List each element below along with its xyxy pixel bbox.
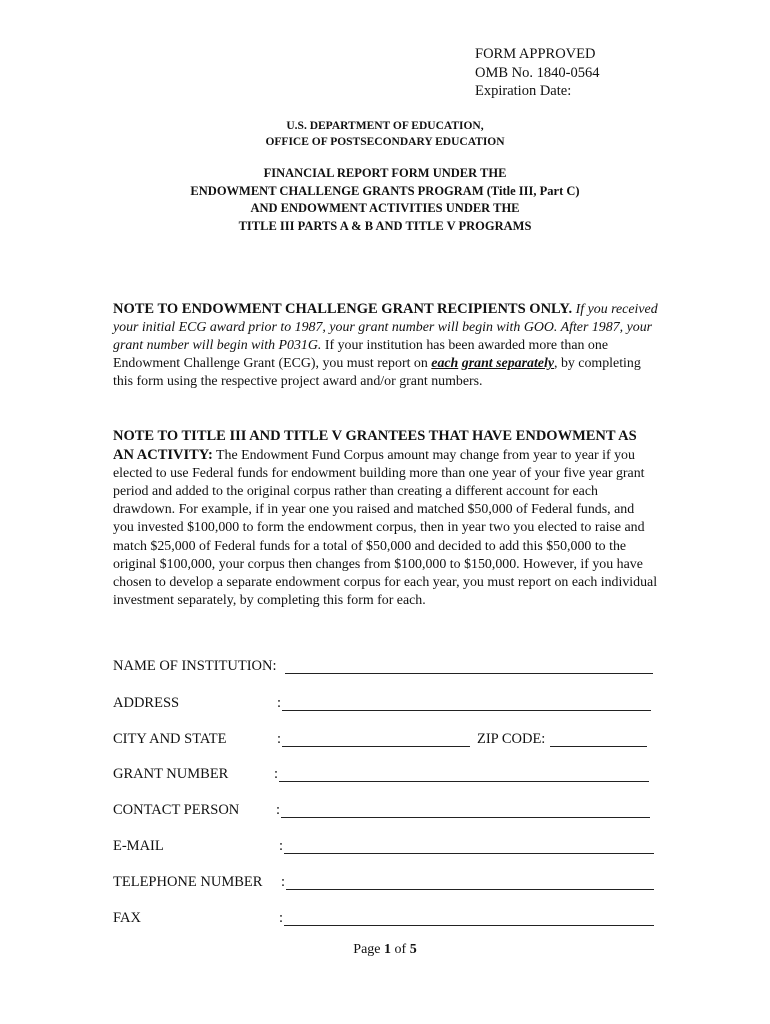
ecg-note-emph-separately: grant separately <box>461 356 554 372</box>
omb-block <box>475 45 599 101</box>
fax-label: FAX <box>113 910 141 926</box>
contact-person-field <box>113 802 658 822</box>
telephone-colon: : <box>281 874 286 890</box>
zip-code-input-line[interactable] <box>550 746 647 747</box>
address-input-line[interactable] <box>282 710 651 711</box>
agency-header <box>0 118 770 150</box>
page-footer <box>0 942 770 958</box>
form-approved-label: FORM APPROVED <box>475 46 596 62</box>
page-current-number: 1 <box>384 942 392 957</box>
contact-person-colon: : <box>276 802 281 818</box>
title-line-3: AND ENDOWMENT ACTIVITIES UNDER THE <box>250 201 520 215</box>
telephone-label: TELEPHONE NUMBER <box>113 874 263 890</box>
ecg-note-heading: NOTE TO ENDOWMENT CHALLENGE GRANT RECIPIENTS ONLY. <box>113 301 573 317</box>
city-state-input-line[interactable] <box>282 746 470 747</box>
title-line-2: ENDOWMENT CHALLENGE GRANTS PROGRAM (Title III, Part C) <box>190 183 580 198</box>
institution-label: NAME OF INSTITUTION: <box>113 658 277 674</box>
fax-colon: : <box>279 910 284 926</box>
title-iii-v-note-heading: NOTE TO TITLE III AND TITLE V GRANTEES THAT HAVE ENDOWMENT AS AN ACTIVITY: <box>113 428 637 464</box>
fax-input-line[interactable] <box>284 925 654 926</box>
agency-line-1: U.S. DEPARTMENT OF EDUCATION, <box>286 120 484 132</box>
form-title <box>0 165 770 235</box>
address-label: ADDRESS <box>113 695 180 711</box>
expiration-date: Expiration Date: <box>475 83 572 99</box>
email-colon: : <box>279 838 284 854</box>
title-iii-v-note-body: The Endowment Fund Corpus amount may change from year to year if you elected to use Federal funds for endowment building more than one year of your five year grant period and added to the original corpus rather than creating a different account for each drawdown. For example, if in year one you raised and matched $50,000 of Federal funds, and you invested $100,000 to form the endowment corpus, then in year two you elected to raise and match $25,000 of Federal funds for a total of $50,000 and decided to add this $50,000 to the original $100,000, your corpus then changes from $100,000 to $150,000. However, if you have chosen to develop a separate endowment corpus for each year, you must report on each individual investment separately, by completing this form for each. <box>113 448 658 608</box>
address-colon: : <box>277 695 282 711</box>
ecg-note-text-end: , by completing this form using the respective project award and/or grant numbers. <box>113 356 641 390</box>
telephone-input-line[interactable] <box>286 889 654 890</box>
of-word: of <box>394 942 407 957</box>
grant-number-field <box>113 766 658 786</box>
grant-number-input-line[interactable] <box>279 781 649 782</box>
ecg-note-paragraph <box>113 300 658 391</box>
fax-field <box>113 910 658 930</box>
email-label: E-MAIL <box>113 838 164 854</box>
page-total-number: 5 <box>409 942 417 957</box>
institution-input-line[interactable] <box>285 673 653 674</box>
grant-number-label: GRANT NUMBER <box>113 766 229 782</box>
zip-code-label: ZIP CODE: <box>477 731 546 747</box>
city-state-colon: : <box>277 731 282 747</box>
email-input-line[interactable] <box>284 853 654 854</box>
contact-person-label: CONTACT PERSON <box>113 802 240 818</box>
city-state-field <box>113 731 658 751</box>
contact-person-input-line[interactable] <box>281 817 650 818</box>
omb-number: OMB No. 1840-0564 <box>475 64 600 81</box>
ecg-note-grant-number-info: If you received your initial ECG award prior to 1987, your grant number will begin with GOO. After 1987, your grant number will begin with P031G. <box>113 302 658 354</box>
telephone-field <box>113 874 658 894</box>
title-iii-v-note-paragraph <box>113 427 658 610</box>
grant-number-colon: : <box>274 766 279 782</box>
page-word: Page <box>353 942 381 957</box>
agency-line-2: OFFICE OF POSTSECONDARY EDUCATION <box>265 136 505 148</box>
institution-field <box>113 658 658 678</box>
email-field <box>113 838 658 858</box>
city-state-label: CITY AND STATE <box>113 731 227 747</box>
ecg-note-emph-each: each <box>431 356 459 372</box>
title-line-4: TITLE III PARTS A & B AND TITLE V PROGRAMS <box>238 218 532 233</box>
ecg-note-text: If your institution has been awarded more than one Endowment Challenge Grant (ECG), you must report on <box>113 338 608 372</box>
address-field <box>113 695 658 715</box>
title-line-1: FINANCIAL REPORT FORM UNDER THE <box>263 166 507 180</box>
